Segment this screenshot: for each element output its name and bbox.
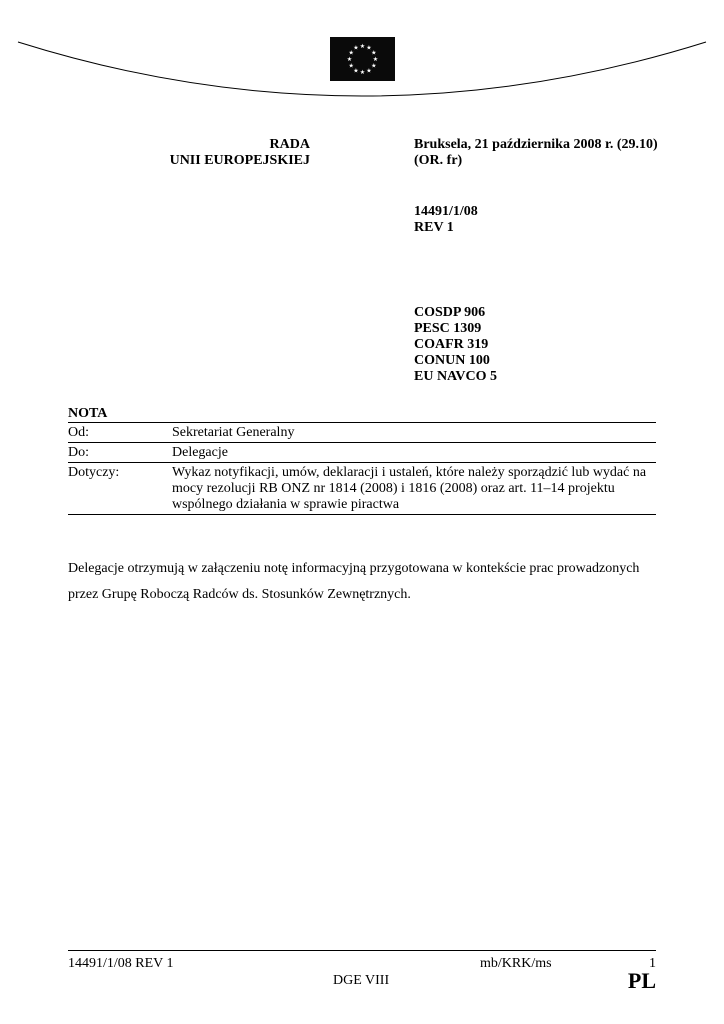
star-icon: ★ [371, 50, 377, 57]
footer-directorate: DGE VIII [333, 973, 390, 988]
note-row [68, 422, 656, 442]
note-block [68, 405, 656, 515]
star-icon: ★ [353, 45, 359, 52]
footer-rule [68, 950, 656, 951]
star-icon: ★ [359, 70, 366, 76]
body-paragraph: Delegacje otrzymują w załączeniu notę informacyjną przygotowana w kontekście prac prowadzonych przez Grupę Roboczą Radców ds. Stosunków Zewnętrznych. [68, 561, 640, 602]
doc-number-block [414, 204, 478, 236]
note-row [68, 462, 656, 515]
revision: REV 1 [414, 220, 454, 235]
star-icon: ★ [366, 45, 372, 52]
star-icon: ★ [348, 63, 354, 70]
star-icon: ★ [371, 63, 377, 70]
note-row-label: Od: [68, 425, 89, 440]
council-line-1: RADA [269, 137, 310, 152]
note-row-value: Delegacje [172, 445, 228, 460]
star-icon: ★ [372, 57, 379, 63]
codes-block [414, 305, 497, 385]
council-line-2: UNII EUROPEJSKIEJ [169, 153, 310, 168]
footer-initials: mb/KRK/ms [480, 956, 552, 971]
star-icon: ★ [359, 44, 366, 50]
eu-flag-logo [330, 37, 395, 81]
footer-doc-ref: 14491/1/08 REV 1 [68, 956, 174, 971]
star-icon: ★ [348, 50, 354, 57]
star-icon: ★ [353, 68, 359, 75]
code: PESC 1309 [414, 321, 482, 336]
code: CONUN 100 [414, 353, 490, 368]
code: EU NAVCO 5 [414, 369, 497, 384]
doc-number: 14491/1/08 [414, 204, 478, 219]
note-row-value: Wykaz notyfikacji, umów, deklaracji i ustaleń, które należy sporządzić lub wydać na mocy rezolucji RB ONZ nr 1814 (2008) i 1816 (2008) oraz art. 11–14 projektu wspólnego działania w sprawie piractwa [172, 465, 647, 512]
footer-language: PL [627, 968, 656, 993]
note-row [68, 442, 656, 462]
date-line: Bruksela, 21 października 2008 r. (29.10) [414, 137, 658, 152]
code: COSDP 906 [414, 305, 486, 320]
star-icon: ★ [366, 68, 372, 75]
date-block [414, 137, 658, 169]
note-row-label: Dotyczy: [68, 465, 120, 480]
code: COAFR 319 [414, 337, 489, 352]
note-row-label: Do: [68, 445, 89, 460]
star-icon: ★ [346, 57, 353, 63]
footer-page-number: 1 [649, 956, 656, 971]
council-name [150, 137, 310, 169]
note-title: NOTA [68, 406, 108, 421]
original-language: (OR. fr) [414, 153, 463, 168]
note-row-value: Sekretariat Generalny [172, 425, 295, 440]
